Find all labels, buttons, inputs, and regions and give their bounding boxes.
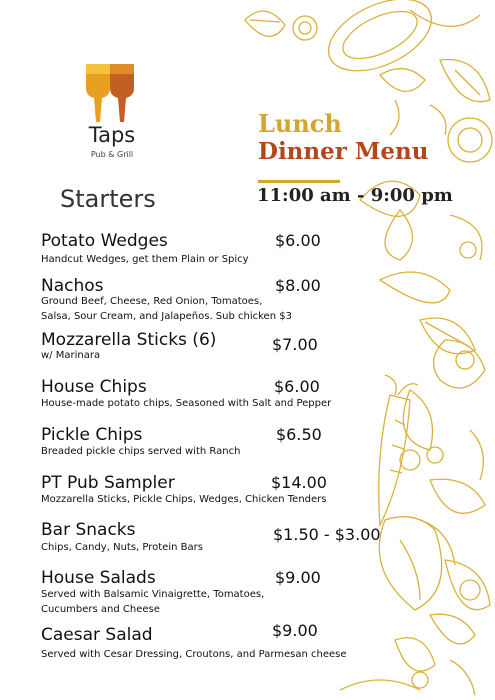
menu-title-dinner: Dinner Menu xyxy=(258,138,429,165)
section-title: Starters xyxy=(60,185,156,213)
item-name: PT Pub Sampler xyxy=(41,473,175,493)
menu-hours: 11:00 am - 9:00 pm xyxy=(257,185,453,206)
taps-logo-icon xyxy=(84,62,136,122)
item-description: Served with Cesar Dressing, Croutons, and Parmesan cheese xyxy=(41,649,347,660)
menu-title-lunch: Lunch xyxy=(258,109,342,138)
item-description: Handcut Wedges, get them Plain or Spicy xyxy=(41,254,249,265)
item-name: Nachos xyxy=(41,276,104,296)
item-description: Served with Balsamic Vinaigrette, Tomatoes, Cucumbers and Cheese xyxy=(41,589,265,615)
item-price: $6.50 xyxy=(276,425,322,444)
brand-name: Taps xyxy=(88,123,136,147)
title-divider xyxy=(258,180,340,183)
item-name: Pickle Chips xyxy=(41,425,143,445)
item-name: House Chips xyxy=(41,377,147,397)
item-price: $8.00 xyxy=(275,276,321,295)
item-price: $9.00 xyxy=(275,568,321,587)
item-price: $1.50 - $3.00 xyxy=(273,525,381,544)
item-price: $7.00 xyxy=(272,335,318,354)
item-price: $14.00 xyxy=(271,473,327,492)
item-price: $6.00 xyxy=(274,377,320,396)
item-name: Mozzarella Sticks (6) xyxy=(41,330,217,350)
item-name: House Salads xyxy=(41,568,156,588)
item-name: Potato Wedges xyxy=(41,231,168,251)
item-description: Ground Beef, Cheese, Red Onion, Tomatoes, Salsa, Sour Cream, and Jalapeños. Sub chicken $3 xyxy=(41,296,292,322)
item-description: House-made potato chips, Seasoned with Salt and Pepper xyxy=(41,398,332,409)
brand-tagline: Pub & Grill xyxy=(90,150,134,159)
item-description: w/ Marinara xyxy=(41,350,101,361)
item-description: Mozzarella Sticks, Pickle Chips, Wedges, Chicken Tenders xyxy=(41,494,327,505)
item-name: Caesar Salad xyxy=(41,625,153,645)
item-description: Breaded pickle chips served with Ranch xyxy=(41,446,241,457)
item-price: $6.00 xyxy=(275,231,321,250)
item-name: Bar Snacks xyxy=(41,520,136,540)
item-price: $9.00 xyxy=(272,621,318,640)
brand xyxy=(72,123,152,159)
item-description: Chips, Candy, Nuts, Protein Bars xyxy=(41,542,203,553)
